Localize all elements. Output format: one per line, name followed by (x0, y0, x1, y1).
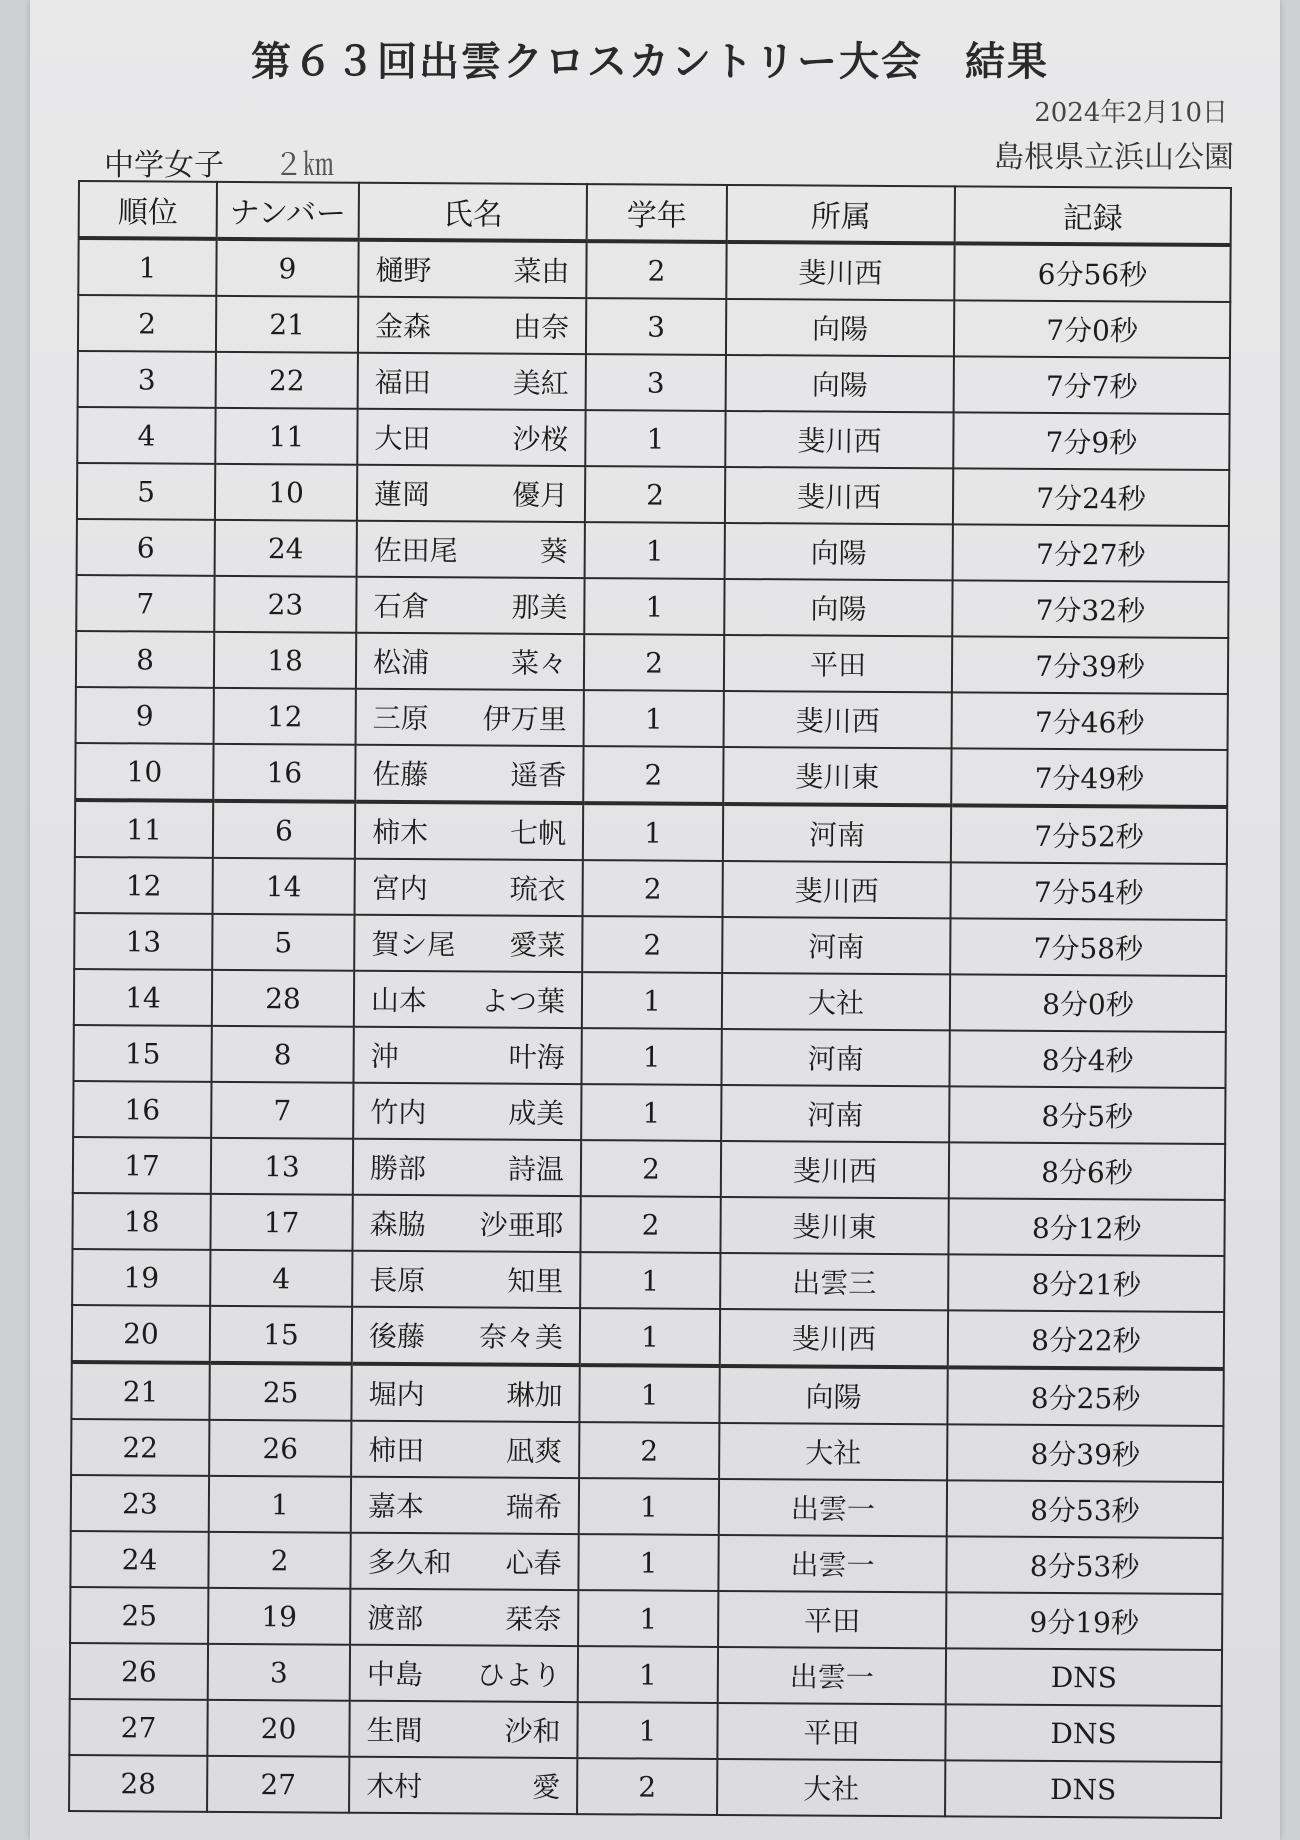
record-cell: 7分7秒 (954, 356, 1230, 414)
header-row (79, 181, 1231, 245)
category-label: 中学女子 (104, 148, 224, 183)
name-cell (356, 689, 584, 746)
last-name: 沖 (370, 1039, 399, 1073)
table-row (75, 857, 1227, 920)
record-cell: 8分21秒 (948, 1254, 1224, 1312)
grade-cell: 1 (584, 690, 724, 747)
record-cell: DNS (945, 1704, 1221, 1762)
affiliation-cell: 平田 (724, 635, 952, 692)
grade-cell: 1 (582, 972, 722, 1029)
affiliation-cell: 斐川西 (725, 467, 953, 524)
name-cell (357, 521, 585, 578)
affiliation-cell: 向陽 (726, 299, 954, 356)
affiliation-cell: 河南 (721, 1085, 949, 1142)
record-cell: 8分53秒 (946, 1536, 1222, 1594)
number-cell: 23 (214, 576, 356, 633)
table-row (69, 1699, 1221, 1762)
first-name: 奈々美 (478, 1320, 564, 1354)
first-name: 菜々 (510, 646, 568, 680)
record-cell: 7分27秒 (953, 524, 1229, 582)
last-name: 柿木 (371, 815, 429, 850)
last-name: 勝部 (369, 1151, 427, 1186)
table-row (72, 1305, 1224, 1369)
record-cell: 7分52秒 (951, 805, 1227, 864)
number-cell: 7 (211, 1082, 353, 1139)
number-cell: 26 (209, 1420, 351, 1477)
header-rank: 順位 (79, 181, 217, 239)
record-cell: 7分58秒 (950, 918, 1226, 976)
last-name: 長原 (369, 1263, 426, 1298)
last-name: 嘉本 (367, 1489, 425, 1524)
number-cell: 20 (207, 1700, 349, 1757)
first-name: 知里 (507, 1264, 564, 1298)
first-name: 優月 (511, 478, 569, 512)
name-cell (355, 859, 583, 916)
grade-cell: 1 (578, 1590, 718, 1647)
grade-cell: 1 (585, 522, 725, 579)
record-cell: 7分9秒 (953, 412, 1229, 470)
affiliation-cell: 大社 (722, 973, 950, 1030)
first-name: 瑞希 (505, 1490, 563, 1524)
last-name: 賀シ尾 (371, 927, 456, 962)
number-cell: 14 (213, 858, 355, 915)
rank-cell: 11 (75, 800, 213, 858)
grade-cell: 2 (583, 860, 723, 917)
grade-cell: 1 (583, 803, 723, 861)
number-cell: 19 (208, 1588, 350, 1645)
name-cell (355, 802, 583, 860)
rank-cell: 3 (78, 351, 216, 408)
number-cell: 5 (212, 914, 354, 971)
table-row (78, 295, 1230, 358)
table-row (77, 463, 1229, 526)
first-name: 由奈 (512, 310, 570, 345)
name-cell (358, 353, 586, 410)
rank-cell: 2 (78, 295, 216, 352)
affiliation-cell: 斐川東 (723, 747, 951, 805)
name-cell (355, 745, 583, 803)
last-name: 金森 (375, 309, 432, 344)
table-row (70, 1643, 1222, 1706)
number-cell: 4 (210, 1250, 352, 1307)
record-cell: DNS (946, 1648, 1222, 1706)
last-name: 生間 (366, 1713, 423, 1748)
record-cell: 8分53秒 (947, 1480, 1223, 1538)
rank-cell: 4 (77, 407, 215, 464)
table-row (78, 238, 1230, 302)
affiliation-cell: 向陽 (719, 1366, 947, 1424)
grade-cell: 1 (585, 410, 725, 467)
first-name: 栞奈 (505, 1602, 562, 1636)
affiliation-cell: 大社 (717, 1759, 945, 1816)
table-row (77, 407, 1229, 470)
first-name: 愛菜 (509, 928, 566, 962)
record-cell: 7分54秒 (951, 862, 1227, 920)
table-row (76, 687, 1228, 750)
first-name: 愛 (532, 1770, 561, 1804)
name-cell (351, 1364, 579, 1422)
name-cell (349, 1757, 577, 1814)
last-name: 後藤 (368, 1319, 426, 1354)
rank-cell: 28 (69, 1755, 207, 1812)
name-cell (357, 409, 585, 466)
affiliation-cell: 斐川西 (720, 1309, 948, 1367)
number-cell: 6 (213, 801, 355, 859)
name-cell (356, 633, 584, 690)
affiliation-cell: 出雲一 (718, 1535, 946, 1592)
affiliation-cell: 斐川東 (720, 1197, 948, 1254)
rank-cell: 19 (72, 1249, 210, 1306)
grade-cell: 2 (586, 241, 726, 299)
grade-cell: 2 (579, 1422, 719, 1479)
last-name: 森脇 (369, 1207, 426, 1242)
table-row (73, 1137, 1225, 1200)
results-table (68, 180, 1232, 1819)
grade-cell: 2 (581, 1140, 721, 1197)
grade-cell: 3 (586, 298, 726, 355)
record-cell: 8分25秒 (947, 1367, 1223, 1426)
record-cell: 8分0秒 (950, 974, 1226, 1032)
record-cell: 7分39秒 (952, 636, 1228, 694)
grade-cell: 1 (579, 1478, 719, 1535)
grade-cell: 2 (580, 1196, 720, 1253)
number-cell: 10 (215, 464, 357, 521)
table-row (74, 913, 1226, 976)
race-category (104, 140, 334, 184)
name-cell (352, 1195, 580, 1252)
grade-cell: 2 (585, 466, 725, 523)
last-name: 佐藤 (372, 757, 429, 792)
number-cell: 8 (211, 1026, 353, 1083)
number-cell: 17 (210, 1194, 352, 1251)
number-cell: 27 (207, 1756, 349, 1813)
record-cell: 8分6秒 (949, 1142, 1225, 1200)
first-name: 七帆 (509, 816, 567, 850)
table-row (75, 800, 1227, 864)
last-name: 竹内 (370, 1095, 427, 1130)
last-name: 大田 (374, 421, 431, 456)
first-name: 琉衣 (509, 872, 566, 906)
number-cell: 13 (211, 1138, 353, 1195)
last-name: 堀内 (368, 1377, 425, 1412)
first-name: 遥香 (510, 758, 567, 792)
table-row (78, 351, 1230, 414)
table-row (77, 519, 1229, 582)
first-name: 菜由 (513, 254, 570, 289)
name-cell (352, 1251, 580, 1308)
name-cell (354, 915, 582, 972)
affiliation-cell: 平田 (718, 1591, 946, 1648)
number-cell: 11 (215, 408, 357, 465)
name-cell (350, 1533, 578, 1590)
first-name: 沙桜 (512, 422, 569, 457)
last-name: 宮内 (371, 871, 428, 906)
affiliation-cell: 出雲三 (720, 1253, 948, 1310)
table-row (71, 1362, 1223, 1426)
first-name: よつ葉 (480, 984, 566, 1018)
number-cell: 24 (215, 520, 357, 577)
rank-cell: 6 (77, 519, 215, 576)
affiliation-cell: 平田 (717, 1703, 945, 1760)
grade-cell: 2 (584, 634, 724, 691)
affiliation-cell: 斐川西 (721, 1141, 949, 1198)
rank-cell: 8 (76, 631, 214, 688)
name-cell (351, 1421, 579, 1478)
table-row (73, 1025, 1225, 1088)
number-cell: 25 (209, 1363, 351, 1421)
header-affiliation: 所属 (727, 185, 955, 243)
rank-cell: 13 (74, 913, 212, 970)
first-name: 琳加 (506, 1378, 563, 1412)
rank-cell: 23 (71, 1475, 209, 1532)
number-cell: 16 (213, 744, 355, 802)
affiliation-cell: 斐川西 (723, 861, 951, 918)
first-name: 伊万里 (482, 702, 567, 736)
table-row (72, 1193, 1224, 1256)
last-name: 多久和 (367, 1545, 452, 1580)
affiliation-cell: 向陽 (724, 579, 952, 636)
number-cell: 1 (209, 1476, 351, 1533)
number-cell: 12 (214, 688, 356, 745)
number-cell: 28 (212, 970, 354, 1027)
last-name: 松浦 (372, 645, 430, 680)
table-row (70, 1531, 1222, 1594)
grade-cell: 1 (577, 1702, 717, 1759)
affiliation-cell: 向陽 (726, 355, 954, 412)
record-cell: 8分12秒 (948, 1198, 1224, 1256)
header-number: ナンバー (217, 182, 359, 240)
record-cell: 7分0秒 (954, 300, 1230, 358)
last-name: 石倉 (373, 589, 430, 624)
record-cell: 8分4秒 (949, 1030, 1225, 1088)
table-row (76, 631, 1228, 694)
first-name: 美紅 (512, 366, 569, 401)
last-name: 柿田 (368, 1433, 425, 1468)
first-name: 葵 (539, 534, 568, 568)
last-name: 渡部 (367, 1601, 424, 1636)
rank-cell: 25 (70, 1587, 208, 1644)
rank-cell: 15 (73, 1025, 211, 1082)
rank-cell: 26 (70, 1643, 208, 1700)
name-cell (354, 971, 582, 1028)
rank-cell: 5 (77, 463, 215, 520)
rank-cell: 1 (78, 238, 216, 296)
record-cell: 9分19秒 (946, 1592, 1222, 1650)
record-cell: 7分49秒 (951, 748, 1227, 807)
document-title: 第６３回出雲クロスカントリー大会 結果 (251, 39, 1049, 85)
first-name: 叶海 (508, 1040, 565, 1074)
affiliation-cell: 河南 (722, 917, 950, 974)
table-row (70, 1587, 1222, 1650)
name-cell (353, 1139, 581, 1196)
affiliation-cell: 斐川西 (725, 411, 953, 468)
number-cell: 15 (210, 1306, 352, 1364)
rank-cell: 12 (75, 857, 213, 914)
name-cell (356, 577, 584, 634)
event-venue: 島根県立浜山公園 (994, 140, 1234, 175)
first-name: 沙亜耶 (479, 1208, 564, 1242)
race-distance: ２㎞ (273, 148, 334, 183)
record-cell: 7分46秒 (952, 692, 1228, 750)
grade-cell: 1 (584, 578, 724, 635)
header-grade: 学年 (587, 184, 727, 242)
table-row (72, 1249, 1224, 1312)
number-cell: 22 (216, 352, 358, 409)
rank-cell: 16 (73, 1081, 211, 1138)
rank-cell: 18 (72, 1193, 210, 1250)
grade-cell: 2 (582, 916, 722, 973)
record-cell: DNS (945, 1760, 1221, 1818)
name-cell (349, 1701, 577, 1758)
number-cell: 18 (214, 632, 356, 689)
rank-cell: 24 (70, 1531, 208, 1588)
first-name: 凪爽 (506, 1434, 563, 1468)
affiliation-cell: 向陽 (725, 523, 953, 580)
affiliation-cell: 河南 (723, 804, 951, 862)
affiliation-cell: 斐川西 (724, 691, 952, 748)
record-cell: 8分5秒 (949, 1086, 1225, 1144)
grade-cell: 1 (578, 1646, 718, 1703)
table-row (76, 575, 1228, 638)
name-cell (351, 1477, 579, 1534)
last-name: 木村 (366, 1769, 423, 1804)
first-name: 詩温 (507, 1152, 565, 1186)
last-name: 蓮岡 (373, 477, 431, 512)
table-row (73, 1081, 1225, 1144)
affiliation-cell: 大社 (719, 1423, 947, 1480)
number-cell: 3 (208, 1644, 350, 1701)
grade-cell: 1 (579, 1365, 719, 1423)
record-cell: 7分24秒 (953, 468, 1229, 526)
first-name: 沙和 (504, 1714, 561, 1748)
grade-cell: 1 (580, 1252, 720, 1309)
affiliation-cell: 河南 (721, 1029, 949, 1086)
rank-cell: 22 (71, 1419, 209, 1476)
table-row (69, 1755, 1221, 1818)
rank-cell: 21 (71, 1362, 209, 1420)
last-name: 中島 (366, 1657, 423, 1692)
name-cell (358, 297, 586, 354)
last-name: 山本 (370, 983, 428, 1018)
name-cell (352, 1307, 580, 1365)
record-cell: 7分32秒 (952, 580, 1228, 638)
rank-cell: 14 (74, 969, 212, 1026)
rank-cell: 17 (73, 1137, 211, 1194)
last-name: 佐田尾 (373, 533, 458, 568)
last-name: 樋野 (375, 253, 432, 288)
first-name: 心春 (505, 1546, 562, 1580)
table-row (71, 1475, 1223, 1538)
last-name: 三原 (372, 701, 429, 736)
table-row (75, 743, 1227, 807)
rank-cell: 9 (76, 687, 214, 744)
header-name: 氏名 (359, 183, 587, 241)
last-name: 福田 (374, 365, 431, 400)
affiliation-cell: 出雲一 (719, 1479, 947, 1536)
record-cell: 8分39秒 (947, 1424, 1223, 1482)
rank-cell: 27 (69, 1699, 207, 1756)
event-date: 2024年2月10日 (1034, 98, 1228, 128)
table-row (71, 1419, 1223, 1482)
grade-cell: 2 (583, 746, 723, 804)
first-name: ひより (476, 1658, 561, 1692)
name-cell (350, 1589, 578, 1646)
name-cell (353, 1083, 581, 1140)
affiliation-cell: 斐川西 (726, 242, 954, 300)
name-cell (358, 240, 586, 298)
grade-cell: 1 (581, 1028, 721, 1085)
number-cell: 21 (216, 296, 358, 353)
number-cell: 2 (208, 1532, 350, 1589)
grade-cell: 2 (577, 1758, 717, 1815)
grade-cell: 1 (580, 1308, 720, 1366)
header-record: 記録 (955, 186, 1231, 245)
rank-cell: 7 (76, 575, 214, 632)
record-cell: 6分56秒 (954, 243, 1230, 302)
grade-cell: 1 (578, 1534, 718, 1591)
name-cell (350, 1645, 578, 1702)
name-cell (353, 1027, 581, 1084)
affiliation-cell: 出雲一 (718, 1647, 946, 1704)
name-cell (357, 465, 585, 522)
grade-cell: 1 (581, 1084, 721, 1141)
first-name: 成美 (508, 1096, 565, 1130)
table-row (74, 969, 1226, 1032)
rank-cell: 10 (75, 743, 213, 801)
record-cell: 8分22秒 (948, 1310, 1224, 1369)
number-cell: 9 (216, 239, 358, 297)
rank-cell: 20 (72, 1305, 210, 1363)
first-name: 那美 (511, 590, 568, 624)
grade-cell: 3 (586, 354, 726, 411)
